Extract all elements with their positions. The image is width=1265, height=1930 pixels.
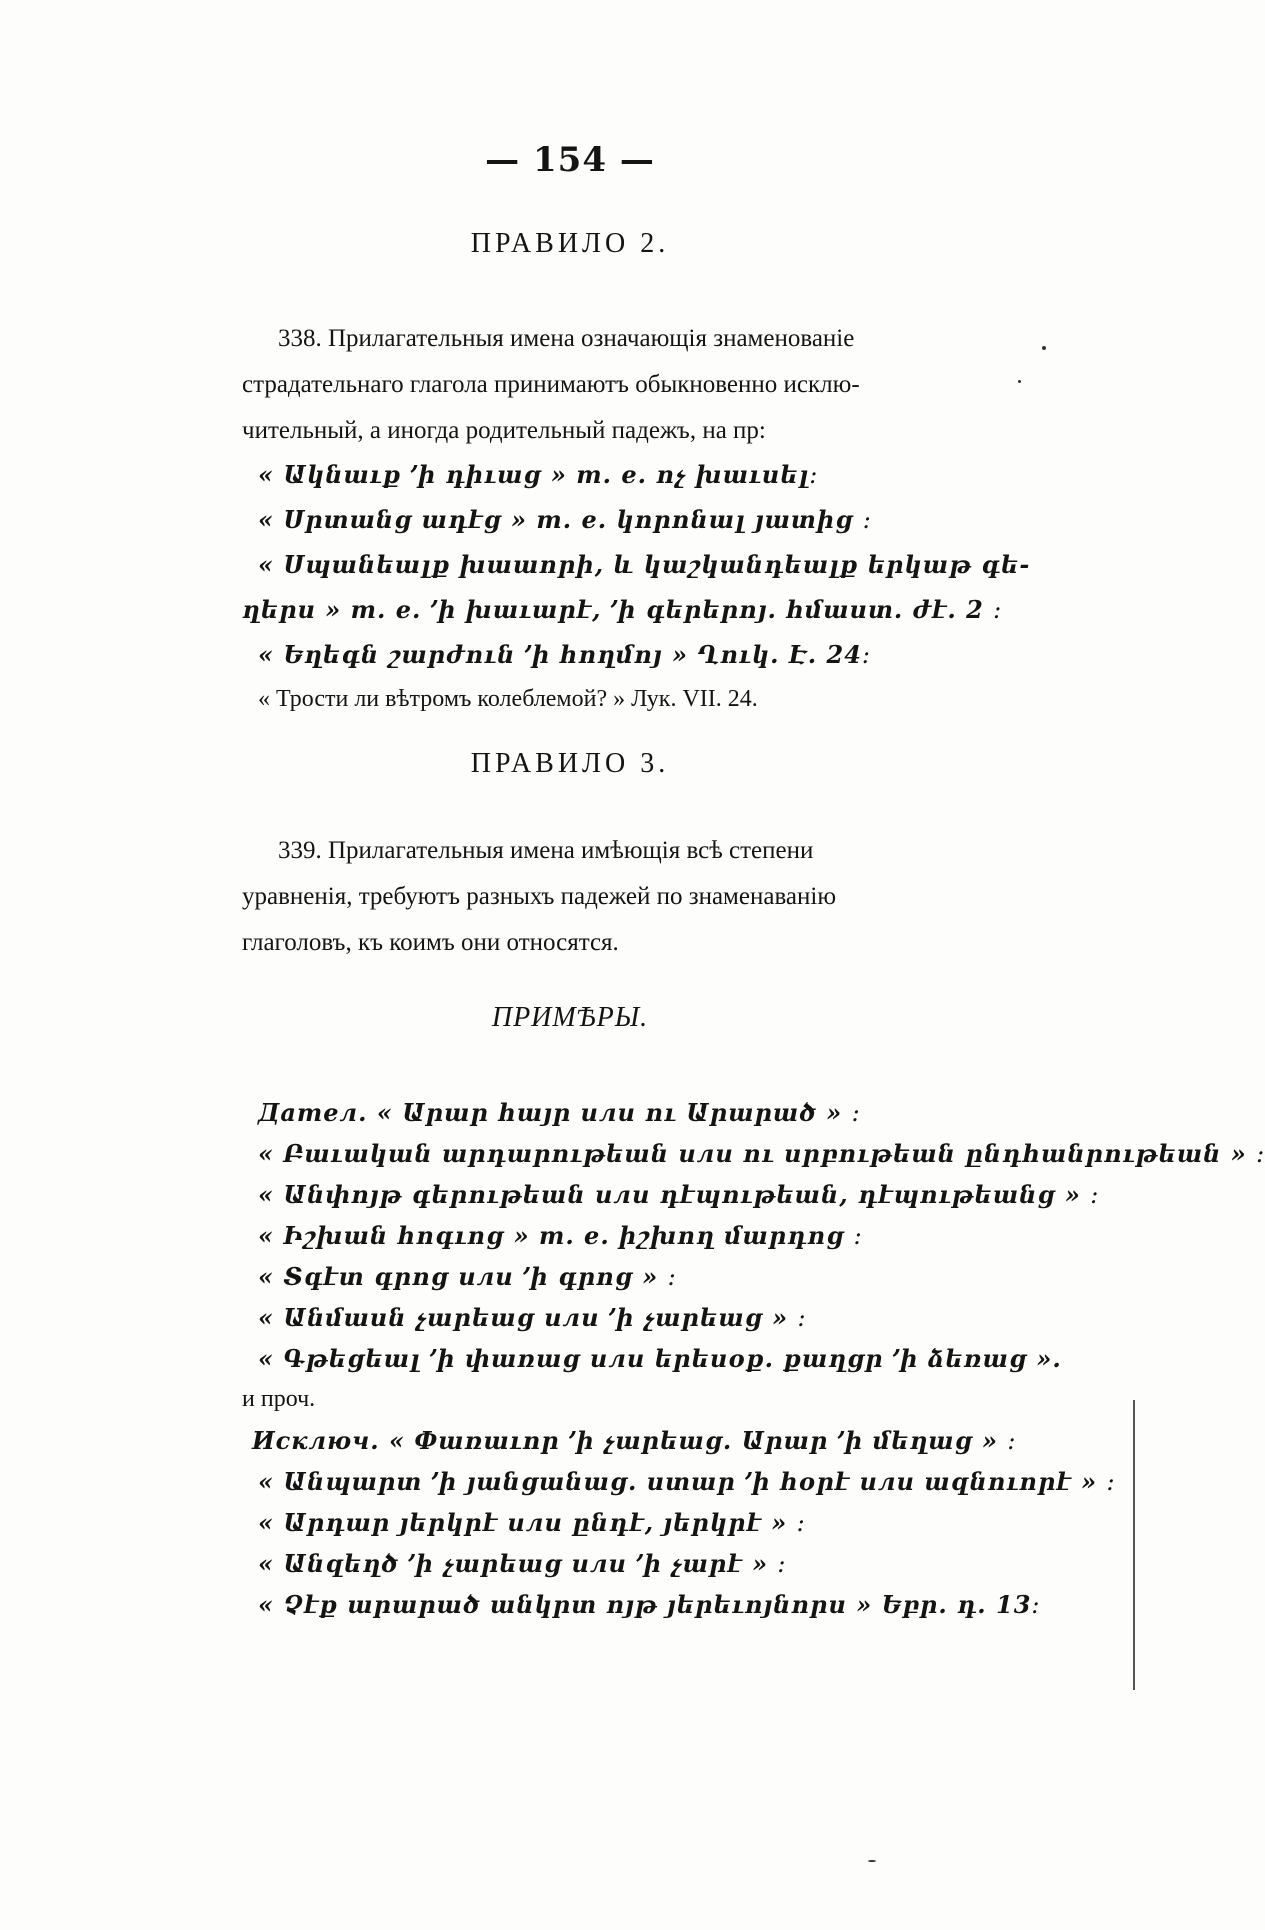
example-line: « Սրտանց ադէց » т. е. կորոնալ յատից ։: [258, 505, 872, 534]
example-line: « Եղեգն շարժուն ՚ի հողմոյ » Ղուկ. Է. 24։: [258, 640, 872, 669]
example-line: « Трости ли вѣтромъ колеблемой? » Лук. VII. 24.: [258, 686, 758, 712]
rule-3-line: 339. Прилагательныя имена имѣющія всѣ степени: [278, 837, 814, 864]
example-line: Дател. « Արար հայր или ու Արարած » ։: [258, 1098, 861, 1127]
ink-speck: [1042, 346, 1046, 350]
example-line: « Սպանեալք խաաորի, և կաշկանդեալք երկաթ գե-: [258, 550, 1031, 579]
example-line: « Անպարտ ՚ի յանցանաց. ստար ՚ի հօրէ или ազնուորէ » ։: [258, 1467, 1116, 1496]
example-line: « Գթեցեալ ՚ի փառաց или երեսօք. քաղցր ՚ի ձեռաց ».: [258, 1344, 1062, 1373]
rule-3-line: уравненія, требуютъ разныхъ падежей по знаменаванію: [242, 883, 837, 910]
ink-speck: [868, 1860, 876, 1862]
example-line: « Չէք արարած անկրտ ոյթ յերեւոյնորս » Եբր. դ. 13։: [258, 1590, 1041, 1619]
rule-2-line: чительный, а иногда родительный падежъ, на пр:: [242, 417, 766, 444]
example-line: и проч.: [242, 1386, 316, 1412]
example-line: Исключ. « Փառաւոր ՚ի չարեաց. Արար ՚ի մեղաց » ։: [252, 1426, 1017, 1455]
example-line: « Ակնաւք ՚ի դիւաց » т. е. ոչ խաւսել։: [258, 460, 819, 489]
example-line: « Անմասն չարեաց или ՚ի չարեաց » ։: [258, 1303, 807, 1332]
example-line: « Տգէտ գրոց или ՚ի գրոց » ։: [258, 1262, 677, 1291]
rule-3-heading: ПРАВИЛО 3.: [470, 748, 670, 779]
rule-2-examples: [242, 452, 1032, 722]
ink-speck: [1018, 380, 1021, 383]
examples-heading: ПРИМѢРЫ.: [491, 1002, 649, 1033]
scan-edge-line: [1133, 1400, 1135, 1690]
example-line: « Իշխան հոգւոց » т. е. իշխող մարդոց ։: [258, 1221, 863, 1250]
rule-2-line: страдательнаго глагола принимаютъ обыкновенно исклю-: [242, 371, 860, 398]
example-line: « Բաւական արդարութեան или ու սրբութեան ընդհանրութեան » ։: [258, 1139, 1265, 1168]
rule-2-line: 338. Прилагательныя имена означающія знаменованіе: [278, 325, 855, 352]
example-line: ղերս » т. е. ՚ի խաւարէ, ՚ի գերերոյ. հմաստ. ժէ. 2 ։: [242, 595, 1003, 624]
examples-list: [242, 1092, 1265, 1625]
example-line: « Արդար յերկրէ или ընդէ, յերկրէ » ։: [258, 1508, 806, 1537]
example-line: « Անզեղծ ՚ի չարեաց или ՚ի չարէ » ։: [258, 1549, 787, 1578]
rule-2-heading: ПРАВИЛО 2.: [470, 228, 670, 259]
rule-3-line: глаголовъ, къ коимъ они относятся.: [242, 929, 619, 956]
example-line: « Անփոյթ գերութեան или դէպութեան, դէպութեանց » ։: [258, 1180, 1100, 1209]
rule-3-paragraph: [242, 828, 1032, 966]
page-number: — 154 —: [485, 140, 655, 180]
rule-2-paragraph: [242, 316, 1032, 454]
